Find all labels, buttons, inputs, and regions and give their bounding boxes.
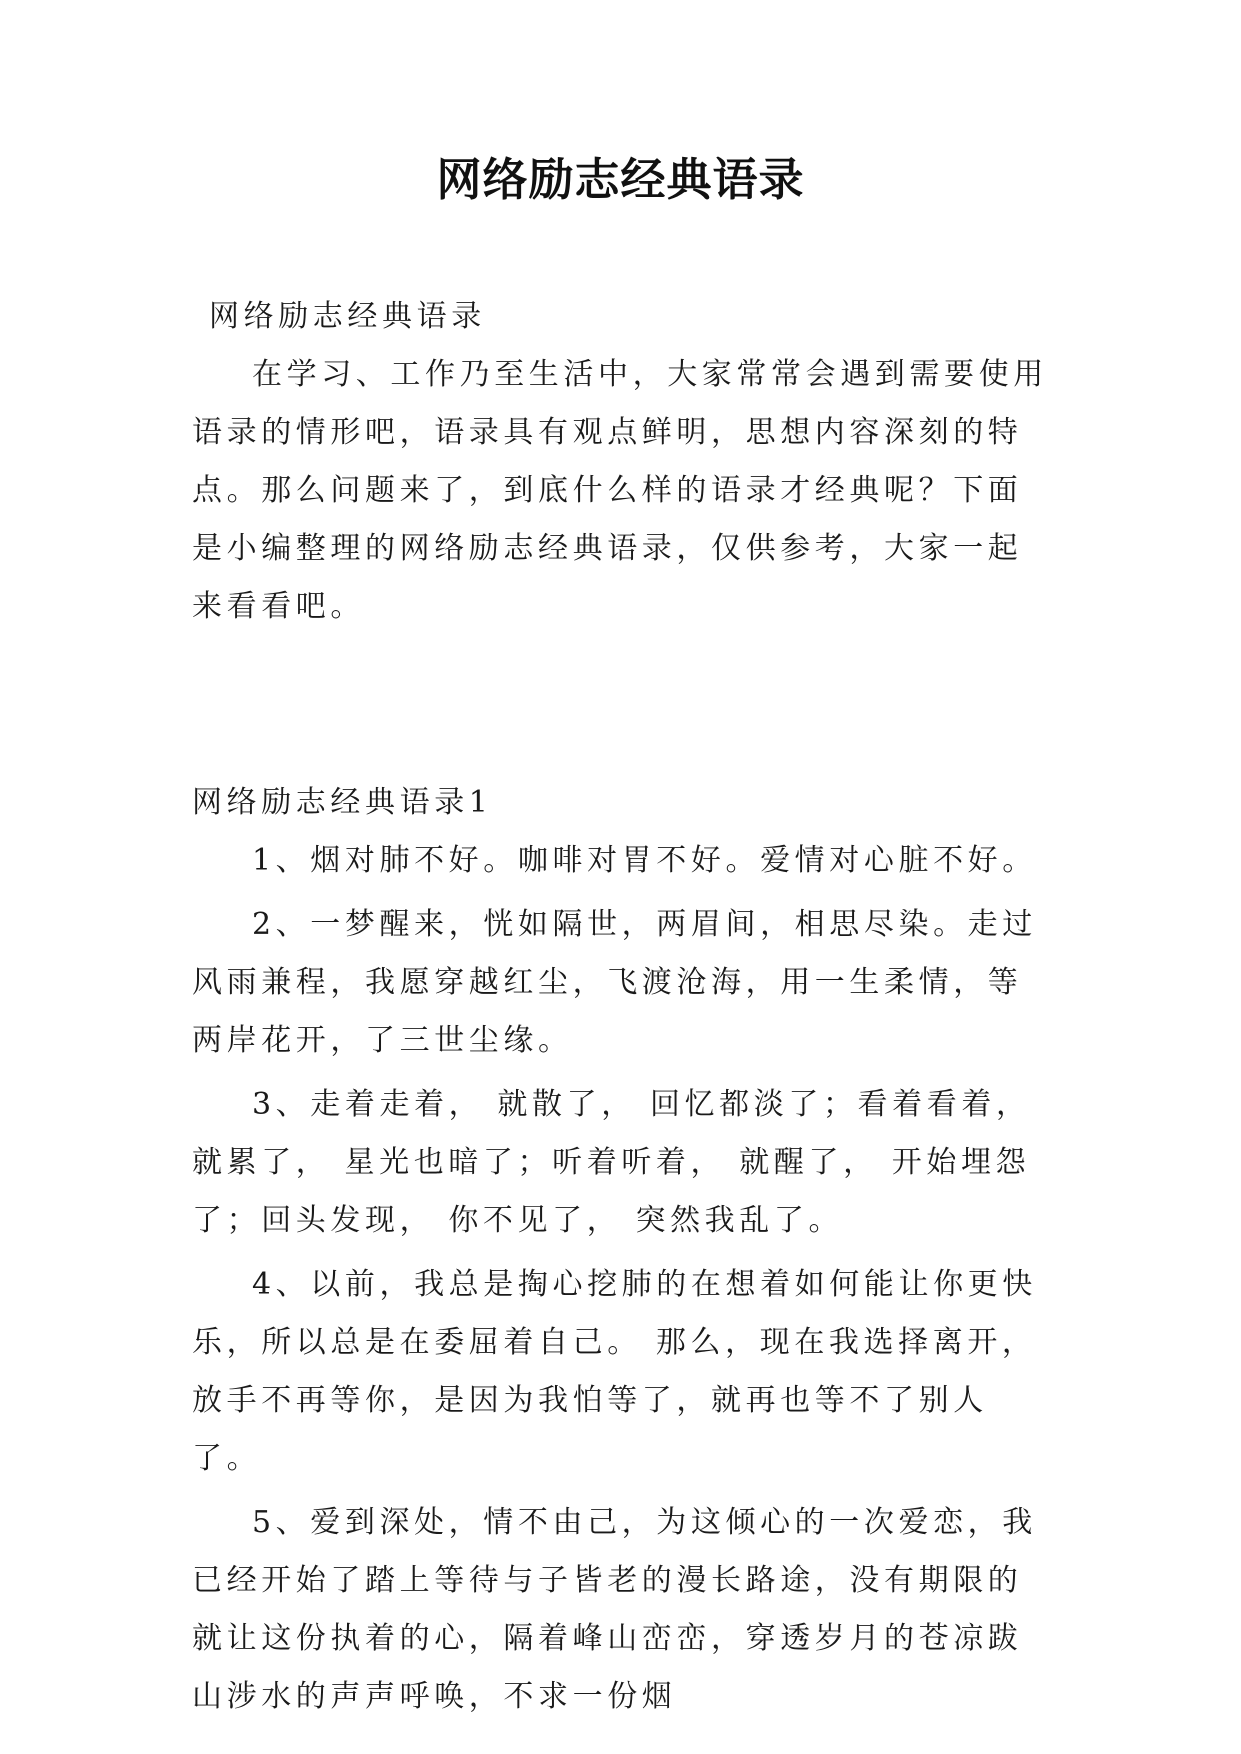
quote-paragraph: 3、走着走着， 就散了， 回忆都淡了；看着看着， 就累了， 星光也暗了；听着听着， 就醒了， 开始埋怨了；回头发现， 你不见了， 突然我乱了。 [192, 1087, 1045, 1238]
intro-paragraph: 在学习、工作乃至生活中，大家常常会遇到需要使用语录的情形吧，语录具有观点鲜明，思想内容深刻的特点。那么问题来了，到底什么样的语录才经典呢？下面是小编整理的网络励志经典语录，仅供参考，大家一起来看看吧。 [192, 357, 1048, 624]
section-heading: 网络励志经典语录1 [192, 785, 493, 820]
quote-paragraph: 1、烟对肺不好。咖啡对胃不好。爱情对心脏不好。 [252, 843, 1037, 878]
page-title: 网络励志经典语录 [436, 153, 805, 206]
quote-paragraph: 5、爱到深处，情不由己，为这倾心的一次爱恋，我已经开始了踏上等待与子皆老的漫长路途，没有期限的就让这份执着的心，隔着峰山峦峦，穿透岁月的苍凉跋山涉水的声声呼唤，不求一份烟 [192, 1505, 1037, 1714]
quote-paragraph: 4、以前，我总是掏心挖肺的在想着如何能让你更快乐，所以总是在委屈着自己。 那么，现在我选择离开，放手不再等你，是因为我怕等了，就再也等不了别人了。 [192, 1267, 1037, 1476]
document-body [192, 288, 1054, 1726]
document-subtitle: 网络励志经典语录 [209, 299, 486, 334]
quote-paragraph: 2、一梦醒来，恍如隔世，两眉间，相思尽染。走过风雨兼程，我愿穿越红尘，飞渡沧海，用一生柔情，等两岸花开，了三世尘缘。 [192, 907, 1037, 1058]
